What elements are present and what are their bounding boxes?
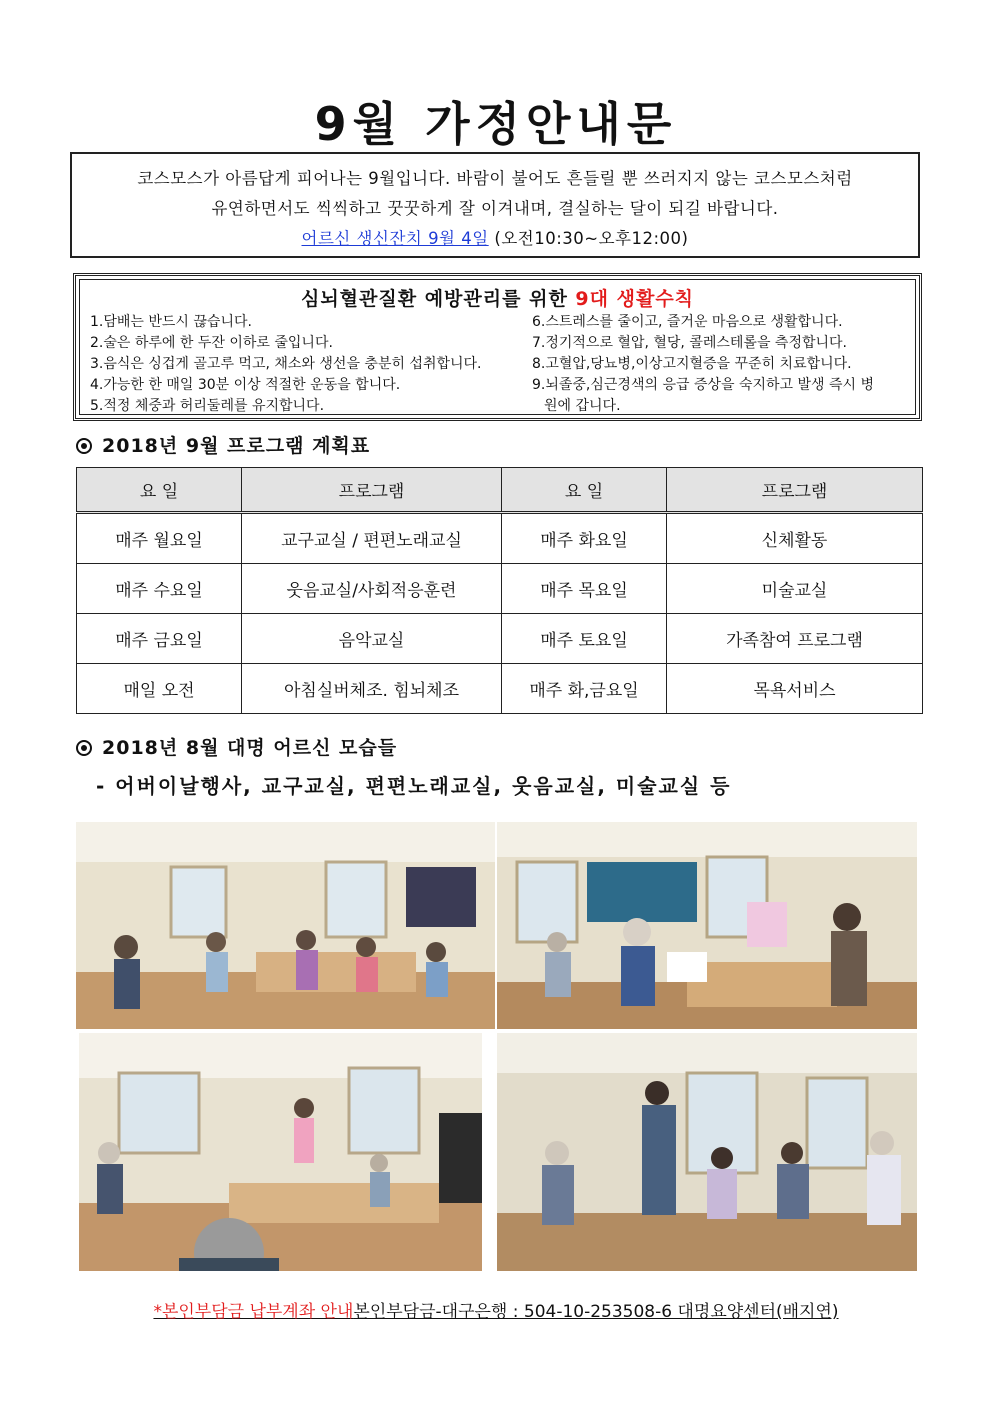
table-cell: 매주 금요일: [77, 614, 242, 664]
table-row: [77, 564, 923, 614]
activity-photo-4: [497, 1033, 917, 1271]
rules-left-column: [90, 312, 482, 417]
table-row: [77, 513, 923, 564]
page-title: 9월 가정안내문: [314, 97, 678, 151]
rule-item: 3.음식은 싱겁게 골고루 먹고, 채소와 생선을 충분히 섭취합니다.: [90, 356, 482, 372]
rule-item: 원에 갑니다.: [544, 398, 621, 414]
rules-right-column: [532, 312, 874, 417]
payment-notice-label: *본인부담금 납부계좌 안내: [153, 1302, 354, 1322]
activity-photo-1: [76, 822, 495, 1029]
intro-line-1: 코스모스가 아름답게 피어나는 9월입니다. 바람이 불어도 흔들릴 뿐 쓰러지지 않는 코스모스처럼: [137, 169, 853, 188]
activity-photo-3: [79, 1033, 482, 1271]
table-cell: 매주 수요일: [77, 564, 242, 614]
rule-item: 6.스트레스를 줄이고, 즐거운 마음으로 생활합니다.: [532, 314, 843, 330]
rules-title-highlight: 9대 생활수칙: [575, 288, 695, 310]
table-cell: 매일 오전: [77, 664, 242, 714]
circle-bullet-icon: [76, 438, 92, 454]
table-cell: 아침실버체조. 힘뇌체조: [242, 664, 502, 714]
account-details: 본인부담금-대구은행 : 504-10-253508-6 대명요양센터(배지연): [353, 1302, 839, 1322]
table-cell: 웃음교실/사회적응훈련: [242, 564, 502, 614]
table-header-row: [77, 468, 923, 513]
table-header-cell: 프로그램: [242, 468, 502, 513]
rules-inner-frame: [79, 279, 916, 415]
activity-photo-2: [497, 822, 917, 1029]
table-row: [77, 664, 923, 714]
section-heading-text: 2018년 8월 대명 어르신 모습들: [102, 737, 398, 759]
table-cell: 목욕서비스: [667, 664, 923, 714]
table-cell: 교구교실 / 편편노래교실: [242, 513, 502, 564]
table-cell: 매주 화,금요일: [502, 664, 667, 714]
table-cell: 매주 화요일: [502, 513, 667, 564]
section-heading-photos: [76, 733, 397, 760]
table-cell: 신체활동: [667, 513, 923, 564]
birthday-line: [72, 224, 918, 254]
account-notice-line: [153, 1302, 838, 1322]
activities-subline: - 어버이날행사, 교구교실, 편편노래교실, 웃음교실, 미술교실 등: [96, 774, 732, 798]
rules-title: [80, 284, 915, 311]
table-cell: 매주 월요일: [77, 513, 242, 564]
lifestyle-rules-box: [73, 273, 922, 421]
section-heading-schedule: [76, 431, 370, 458]
payment-account-notice: [0, 1297, 992, 1322]
rule-item: 8.고혈압,당뇨병,이상고지혈증을 꾸준히 치료합니다.: [532, 356, 852, 372]
rules-title-prefix: 심뇌혈관질환 예방관리를 위한: [300, 288, 576, 310]
rule-item: 9.뇌졸중,심근경색의 응급 증상을 숙지하고 발생 즉시 병: [532, 377, 875, 393]
rule-item: 1.담배는 반드시 끊습니다.: [90, 314, 252, 330]
intro-box: [70, 152, 920, 258]
table-cell: 가족참여 프로그램: [667, 614, 923, 664]
table-row: [77, 614, 923, 664]
birthday-link[interactable]: 어르신 생신잔치 9월 4일: [301, 229, 489, 248]
table-cell: 미술교실: [667, 564, 923, 614]
table-header-cell: 요 일: [502, 468, 667, 513]
birthday-time: (오전10:30~오후12:00): [488, 229, 689, 248]
rule-item: 2.술은 하루에 한 두잔 이하로 줄입니다.: [90, 335, 333, 351]
table-cell: 음악교실: [242, 614, 502, 664]
rule-item: 4.가능한 한 매일 30분 이상 적절한 운동을 합니다.: [90, 377, 401, 393]
table-cell: 매주 토요일: [502, 614, 667, 664]
table-header-cell: 프로그램: [667, 468, 923, 513]
circle-bullet-icon: [76, 740, 92, 756]
program-schedule-table: [76, 467, 923, 714]
rule-item: 5.적정 체중과 허리둘레를 유지합니다.: [90, 398, 325, 414]
intro-line-2: 유연하면서도 씩씩하고 꿋꿋하게 잘 이겨내며, 결실하는 달이 되길 바랍니다.: [211, 199, 779, 218]
section-heading-text: 2018년 9월 프로그램 계획표: [102, 435, 371, 457]
rule-item: 7.정기적으로 혈압, 혈당, 콜레스테롤을 측정합니다.: [532, 335, 847, 351]
table-header-cell: 요 일: [77, 468, 242, 513]
table-cell: 매주 목요일: [502, 564, 667, 614]
